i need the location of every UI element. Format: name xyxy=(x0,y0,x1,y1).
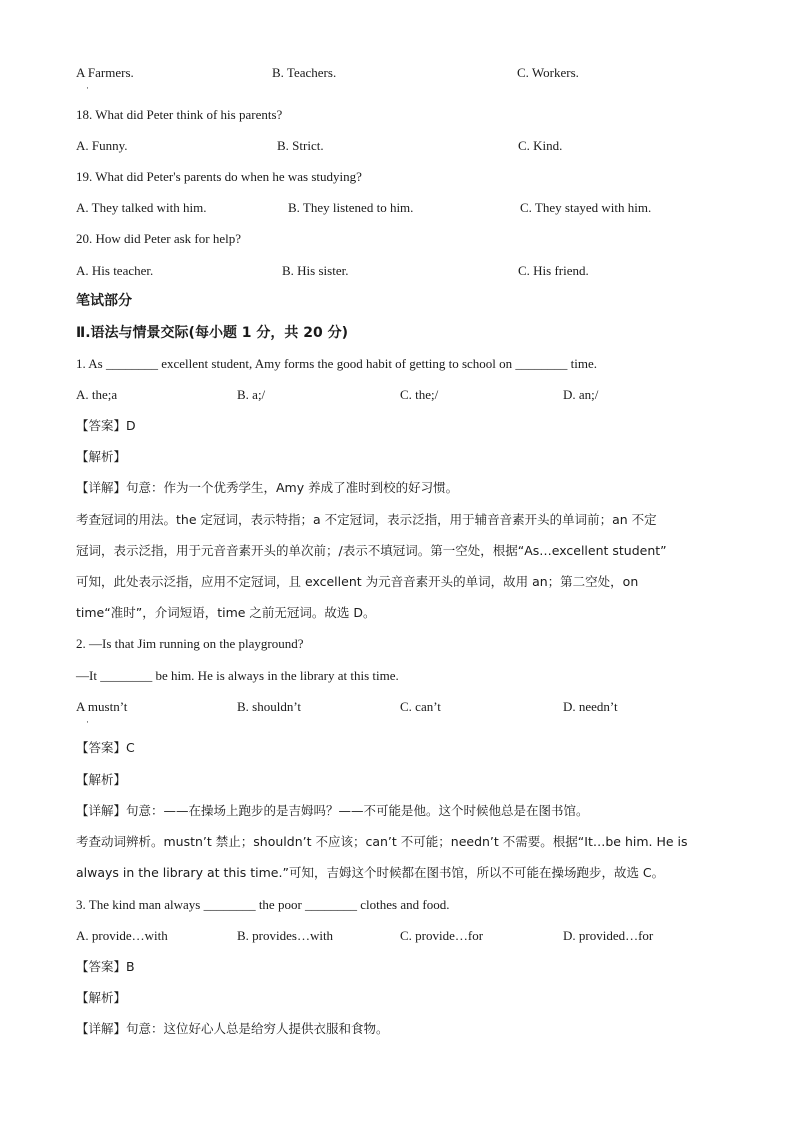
q20-option-a: A. His teacher. xyxy=(76,263,154,278)
q18-question: 18. What did Peter think of his parents? xyxy=(76,107,283,122)
q3-option-d: D. provided…for xyxy=(563,928,654,943)
q2-reply: —It ________ be him. He is always in the library at this time. xyxy=(76,668,399,683)
q2-question: 2. —Is that Jim running on the playground? xyxy=(76,636,304,651)
q3-analysis-label: 【解析】 xyxy=(76,990,127,1005)
q2-option-a: A mustn’t xyxy=(76,699,128,714)
q2-explain-line: 考查动词辨析。mustn’t 禁止；shouldn’t 不应该；can’t 不可能；needn’t 不需要。根据“It…be him. He is xyxy=(76,834,688,849)
q3-option-b: B. provides…with xyxy=(237,928,334,943)
q1-option-b: B. a;/ xyxy=(237,387,266,402)
q3-detail: 【详解】句意：这位好心人总是给穷人提供衣服和食物。 xyxy=(76,1021,389,1036)
q2-answer: 【答案】C xyxy=(76,740,135,755)
q1-option-a: A. the;a xyxy=(76,387,118,402)
q1-explain-line: 考查冠词的用法。the 定冠词，表示特指；a 不定冠词，表示泛指，用于辅音音素开头的单词前；an 不定 xyxy=(76,512,657,527)
q17-option-b: B. Teachers. xyxy=(272,65,337,80)
q1-explain-line: 可知，此处表示泛指，应用不定冠词，且 excellent 为元音音素开头的单词，故用 an；第二空处，on xyxy=(76,574,639,589)
q2-explain-line: always in the library at this time.”可知，吉姆这个时候都在图书馆，所以不可能在操场跑步，故选 C。 xyxy=(76,865,665,880)
q1-explain-line: 冠词，表示泛指，用于元音音素开头的单次前；/表示不填冠词。第一空处，根据“As…excellent student” xyxy=(76,543,667,558)
q1-analysis-label: 【解析】 xyxy=(76,449,127,464)
stray-dot: · xyxy=(86,83,89,93)
q3-option-c: C. provide…for xyxy=(400,928,484,943)
q1-option-c: C. the;/ xyxy=(400,387,439,402)
q18-option-c: C. Kind. xyxy=(518,138,563,153)
q1-answer: 【答案】D xyxy=(76,418,136,433)
q19-question: 19. What did Peter's parents do when he was studying? xyxy=(76,169,362,184)
grammar-section-heading: Ⅱ.语法与情景交际(每小题 1 分，共 20 分) xyxy=(76,325,349,341)
stray-dot: · xyxy=(86,717,89,727)
q2-analysis-label: 【解析】 xyxy=(76,772,127,787)
q2-detail: 【详解】句意：——在操场上跑步的是吉姆吗？——不可能是他。这个时候他总是在图书馆。 xyxy=(76,803,589,818)
q1-explain-line: time“准时”，介词短语，time 之前无冠词。故选 D。 xyxy=(76,605,376,620)
written-section-heading: 笔试部分 xyxy=(76,293,132,309)
q17-option-c: C. Workers. xyxy=(517,65,579,80)
q3-question: 3. The kind man always ________ the poor ________ clothes and food. xyxy=(76,897,450,912)
q18-option-b: B. Strict. xyxy=(277,138,324,153)
q3-option-a: A. provide…with xyxy=(76,928,168,943)
q3-answer: 【答案】B xyxy=(76,959,135,974)
q1-detail: 【详解】句意：作为一个优秀学生，Amy 养成了准时到校的好习惯。 xyxy=(76,480,459,495)
q20-option-b: B. His sister. xyxy=(282,263,349,278)
q19-option-c: C. They stayed with him. xyxy=(520,200,652,215)
q2-option-c: C. can’t xyxy=(400,699,441,714)
q2-option-d: D. needn’t xyxy=(563,699,618,714)
q1-question: 1. As ________ excellent student, Amy forms the good habit of getting to school on ________ time. xyxy=(76,356,598,371)
q2-option-b: B. shouldn’t xyxy=(237,699,302,714)
q19-option-b: B. They listened to him. xyxy=(288,200,414,215)
q20-question: 20. How did Peter ask for help? xyxy=(76,231,241,246)
q17-option-a: A Farmers. xyxy=(76,65,134,80)
q1-option-d: D. an;/ xyxy=(563,387,599,402)
q18-option-a: A. Funny. xyxy=(76,138,128,153)
q19-option-a: A. They talked with him. xyxy=(76,200,207,215)
q20-option-c: C. His friend. xyxy=(518,263,589,278)
